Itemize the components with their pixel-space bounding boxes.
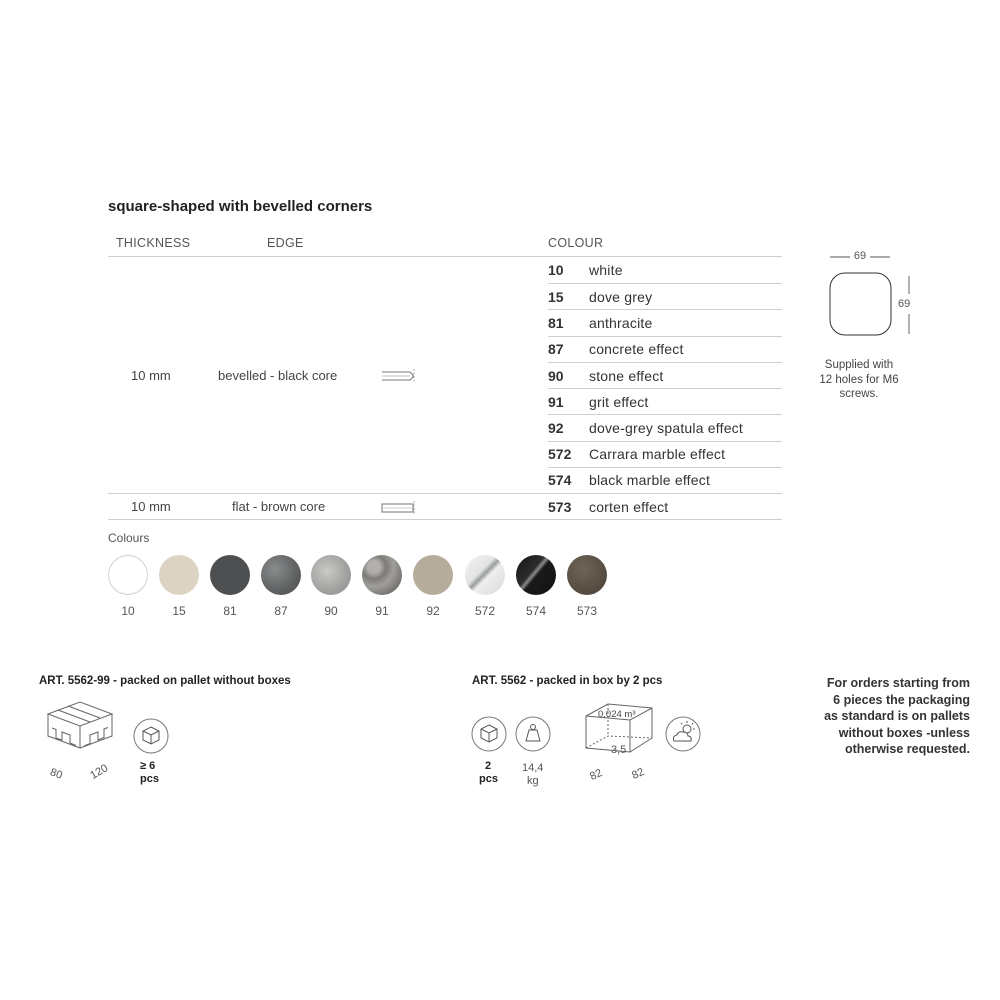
row1-edge: bevelled - black core [218, 368, 338, 383]
header-colour: COLOUR [548, 236, 604, 250]
colour-name: dove grey [589, 289, 653, 305]
colour-code: 87 [548, 341, 564, 357]
box-height: 3,5 [611, 744, 627, 756]
colour-divider [548, 309, 782, 310]
colour-divider [548, 414, 782, 415]
swatch-label: 81 [223, 604, 237, 618]
box-weight-unit: kg [527, 775, 539, 787]
colour-code: 81 [548, 315, 564, 331]
colour-name: stone effect [589, 368, 664, 384]
colour-name: Carrara marble effect [589, 446, 726, 462]
colour-name: white [589, 262, 623, 278]
colour-divider [548, 336, 782, 337]
swatch-white [108, 555, 148, 595]
colour-name: black marble effect [589, 472, 711, 488]
swatches-label: Colours [108, 531, 150, 545]
swatch-grit [362, 555, 402, 595]
pallet-unit: pcs [140, 773, 159, 785]
swatch-black-marble [516, 555, 556, 595]
page-title: square-shaped with bevelled corners [108, 198, 373, 215]
colour-name: anthracite [589, 315, 653, 331]
box-dim-b: 82 [630, 765, 647, 783]
supplied-note: Supplied with 12 holes for M6 screws. [819, 359, 899, 400]
swatch-label: 90 [324, 604, 338, 618]
box-dim-a: 82 [588, 766, 605, 784]
pieces-cube-icon [470, 715, 508, 753]
swatch-label: 573 [576, 604, 598, 618]
swatch-dove-grey-spatula [413, 555, 453, 595]
colour-code: 574 [548, 472, 572, 488]
square-top-dimension-drawing [820, 246, 920, 342]
swatch-label: 15 [172, 604, 186, 618]
bevelled-edge-profile-icon [380, 368, 416, 384]
row-divider [108, 493, 782, 494]
pieces-cube-icon [132, 717, 170, 755]
colour-code: 573 [548, 499, 572, 515]
colour-divider [548, 441, 782, 442]
dimension-width-label: 69 [853, 250, 867, 262]
colour-name: concrete effect [589, 341, 684, 357]
table-header-divider [108, 256, 782, 257]
row2-edge: flat - brown core [232, 499, 326, 514]
box-unit: pcs [479, 773, 498, 785]
swatch-concrete [261, 555, 301, 595]
swatch-label: 574 [525, 604, 547, 618]
swatch-anthracite [210, 555, 250, 595]
box-qty: 2 [485, 760, 492, 772]
colour-divider [548, 362, 782, 363]
colour-code: 15 [548, 289, 564, 305]
swatch-label: 87 [274, 604, 288, 618]
swatch-dove-grey [159, 555, 199, 595]
swatch-corten [567, 555, 607, 595]
dimension-height-label: 69 [898, 298, 911, 310]
box-article-title: ART. 5562 - packed in box by 2 pcs [472, 675, 663, 687]
swatch-carrara-marble [465, 555, 505, 595]
box-volume: 0,024 m³ [598, 709, 636, 720]
colour-name: dove-grey spatula effect [589, 420, 743, 436]
packaging-note: For orders starting from 6 pieces the packaging as standard is on pallets without boxes -unless otherwise requested. [824, 676, 970, 756]
colour-name: corten effect [589, 499, 669, 515]
swatch-label: 91 [375, 604, 389, 618]
flat-edge-profile-icon [380, 500, 416, 516]
row2-thickness: 10 mm [131, 499, 171, 514]
swatch-label: 10 [121, 604, 135, 618]
pallet-dim-b: 120 [88, 762, 111, 782]
swatch-label: 92 [426, 604, 440, 618]
colour-name: grit effect [589, 394, 649, 410]
colour-divider [548, 467, 782, 468]
pallet-article-title: ART. 5562-99 - packed on pallet without boxes [39, 675, 291, 687]
weather-resistant-icon [664, 715, 702, 753]
pallet-dim-a: 80 [48, 766, 64, 782]
pallet-icon [40, 696, 120, 760]
swatch-label: 572 [474, 604, 496, 618]
table-bottom-divider [108, 519, 782, 520]
swatch-stone [311, 555, 351, 595]
colour-code: 91 [548, 394, 564, 410]
colour-divider [548, 388, 782, 389]
pallet-qty: ≥ 6 [140, 760, 156, 772]
box-weight: 14,4 [522, 762, 544, 774]
weight-icon [514, 715, 552, 753]
row1-thickness: 10 mm [131, 368, 171, 383]
colour-code: 10 [548, 262, 564, 278]
header-edge: EDGE [267, 236, 304, 250]
colour-code: 90 [548, 368, 564, 384]
colour-code: 92 [548, 420, 564, 436]
header-thickness: THICKNESS [116, 236, 191, 250]
colour-code: 572 [548, 446, 572, 462]
colour-divider [548, 283, 782, 284]
